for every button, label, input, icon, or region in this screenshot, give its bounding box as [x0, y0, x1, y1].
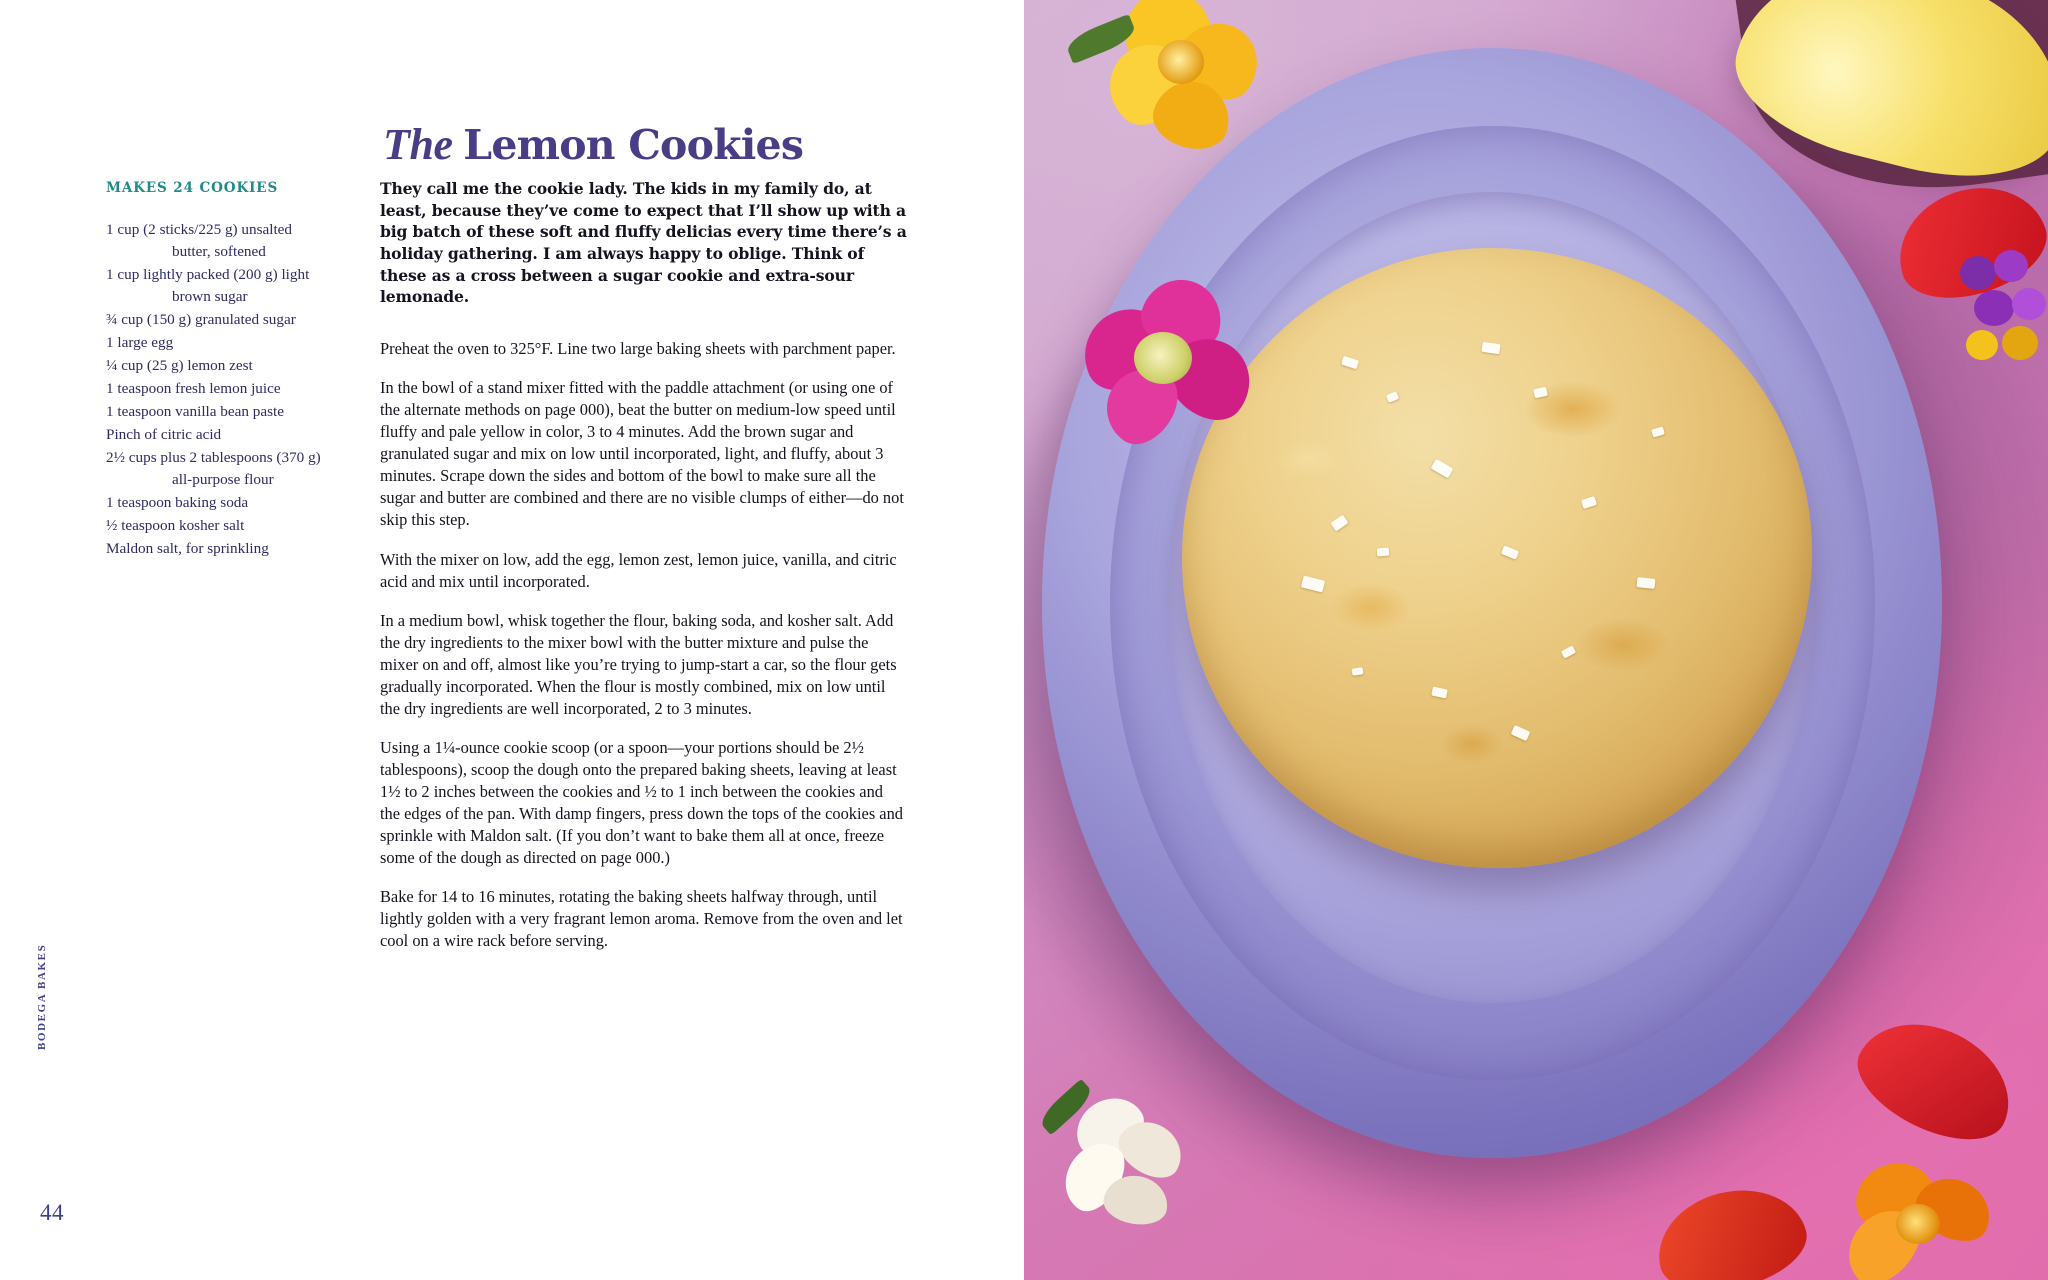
ingredient-text: 1 teaspoon vanilla bean paste	[106, 403, 284, 421]
yellow-flower	[1084, 0, 1284, 180]
flower-petal	[1994, 250, 2028, 282]
ingredient-text: 1 teaspoon fresh lemon juice	[106, 380, 281, 398]
recipe-body	[380, 178, 907, 970]
lemon-cookie	[1182, 248, 1812, 868]
list-item	[106, 492, 341, 514]
flower-petal	[1966, 330, 1998, 360]
list-item	[106, 515, 341, 537]
recipe-photo-page	[1024, 0, 2048, 1280]
ingredient-continuation: brown sugar	[172, 288, 248, 306]
page-number: 44	[40, 1200, 64, 1225]
ingredient-text: 1 large egg	[106, 334, 174, 352]
title-main-words: Lemon Cookies	[463, 121, 804, 170]
orange-flower	[1824, 1160, 2014, 1280]
flower-petal	[2002, 326, 2038, 360]
purple-flower-cluster	[1954, 250, 2048, 400]
flower-center	[1134, 332, 1192, 384]
running-foot: BODEGA BAKES	[36, 943, 48, 1050]
salt-flake	[1377, 547, 1390, 556]
recipe-step: In the bowl of a stand mixer fitted with the paddle attachment (or using one of the alternate methods on page 000), beat the butter on medium-low speed until fluffy and pale yellow in color, 3 to 4 minutes. Add the brown sugar and granulated sugar and mix on low until incorporated, light, and fluffy, about 3 minutes. Scrape down the sides and bottom of the bowl to make sure all the sugar and butter are combined and there are no visible clumps of either—do not skip this step.	[380, 378, 904, 530]
salt-flake	[1637, 577, 1656, 589]
list-item	[106, 447, 341, 491]
magenta-flower	[1072, 280, 1262, 450]
ingredient-text: 2½ cups plus 2 tablespoons (370 g)	[106, 449, 321, 467]
recipe-step: Using a 1¼-ounce cookie scoop (or a spoon—your portions should be 2½ tablespoons), scoop the dough onto the prepared baking sheets, leaving at least 1½ to 2 inches between the cookies and ½ to 1 inch between the cookies and the edges of the pan. With damp fingers, press down the tops of the cookies and sprinkle with Maldon salt. (If you don’t want to bake them all at once, freeze some of the dough as directed on page 000.)	[380, 737, 903, 868]
ingredient-continuation: all-purpose flour	[172, 471, 274, 489]
list-item	[106, 378, 341, 400]
ingredient-text: Maldon salt, for sprinkling	[106, 540, 269, 558]
headnote: They call me the cookie lady. The kids in my family do, at least, because they’ve come to expect that I’ll show up with a big batch of these soft and fluffy delicias every time there’s a holiday gathering. I am always happy to oblige. Think of these as a cross between a sugar cookie and extra-sour lemonade.	[380, 179, 907, 307]
recipe-step: In a medium bowl, whisk together the flour, baking soda, and kosher salt. Add the dry ingredients to the mixer bowl with the butter mixture and pulse the mixer on and off, almost like you’re trying to jump-start a car, so the flour gets gradually incorporated. When the flour is mostly combined, mix on low until the dry ingredients are well incorporated, 2 to 3 minutes.	[380, 610, 897, 718]
page-title	[383, 119, 803, 170]
flower-center	[1158, 40, 1204, 84]
list-item	[106, 401, 341, 423]
cookie-texture	[1182, 248, 1812, 868]
ingredient-text: ¾ cup (150 g) granulated sugar	[106, 311, 296, 329]
flower-petal	[1960, 256, 1996, 290]
ingredient-continuation: butter, softened	[172, 243, 266, 261]
list-item	[106, 219, 341, 263]
flower-petal	[1974, 290, 2014, 326]
ingredient-text: ½ teaspoon kosher salt	[106, 517, 245, 535]
ingredient-text: 1 cup lightly packed (200 g) light	[106, 266, 310, 284]
title-italic-word: The	[383, 120, 453, 170]
ingredients-list	[106, 219, 341, 560]
recipe-step: Bake for 14 to 16 minutes, rotating the baking sheets halfway through, until lightly golden with a very fragrant lemon aroma. Remove from the oven and let cool on a wire rack before serving.	[380, 887, 903, 951]
white-flower	[1044, 1090, 1214, 1250]
ingredient-text: ¼ cup (25 g) lemon zest	[106, 357, 253, 375]
list-item	[106, 309, 341, 331]
list-item	[106, 538, 341, 560]
list-item	[106, 424, 341, 446]
list-item	[106, 355, 341, 377]
ingredient-text: 1 teaspoon baking soda	[106, 494, 249, 512]
flower-center	[1896, 1204, 1940, 1244]
yield-label: MAKES 24 COOKIES	[106, 180, 279, 196]
list-item	[106, 264, 341, 308]
recipe-step: Preheat the oven to 325°F. Line two large baking sheets with parchment paper.	[380, 339, 896, 359]
ingredient-text: 1 cup (2 sticks/225 g) unsalted	[106, 221, 293, 238]
ingredient-text: Pinch of citric acid	[106, 426, 222, 444]
ingredients-sidebar	[106, 180, 341, 561]
recipe-step: With the mixer on low, add the egg, lemon zest, lemon juice, vanilla, and citric acid and mix until incorporated.	[380, 549, 897, 591]
flower-petal	[2012, 288, 2046, 320]
list-item	[106, 332, 341, 354]
